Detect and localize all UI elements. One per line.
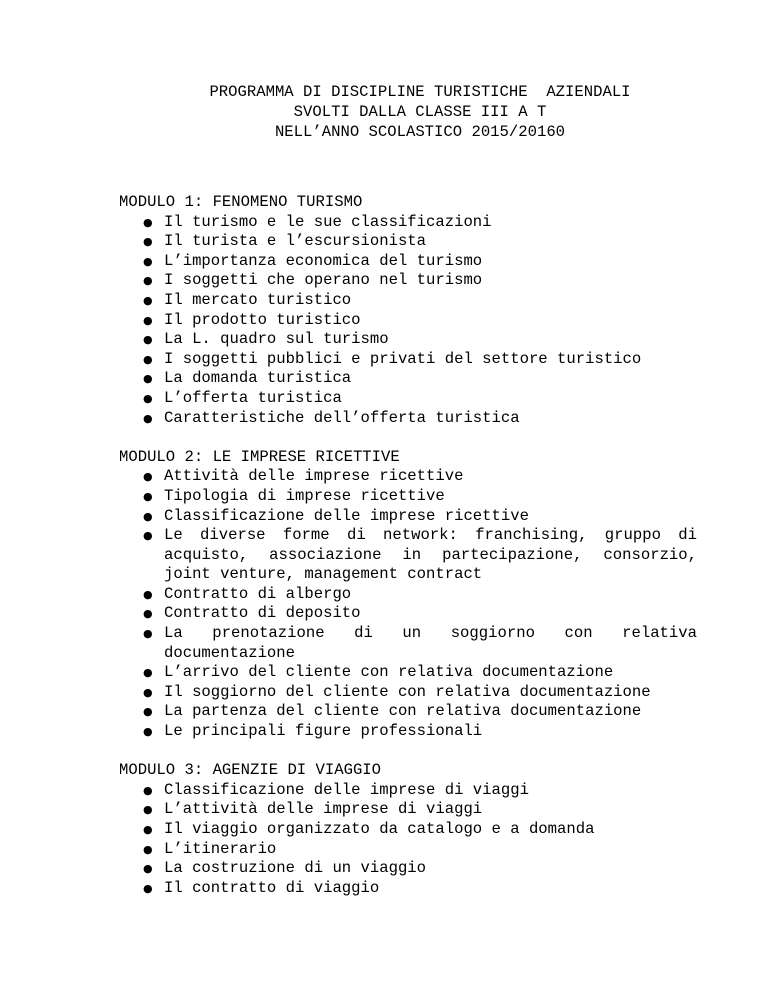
module-item-list [119,781,697,899]
bullet-icon: ● [143,470,153,484]
bullet-icon: ● [143,215,153,229]
list-item: ● Il mercato turistico [143,290,352,309]
module-item-list [119,213,697,429]
bullet-icon: ● [143,411,153,425]
bullet-icon: ● [143,881,153,895]
list-item: ● Il contratto di viaggio [143,878,380,897]
list-item: ● Caratteristiche dell’offerta turistica [143,408,520,427]
bullet-icon: ● [143,627,153,641]
bullet-icon: ● [143,254,153,268]
bullet-icon: ● [143,235,153,249]
bullet-icon: ● [143,803,153,817]
bullet-icon: ● [143,685,153,699]
list-item: ● La partenza del cliente con relativa documentazione [143,702,642,721]
list-item: ● Contratto di albergo [143,584,352,603]
bullet-icon: ● [143,705,153,719]
list-item: ● Contratto di deposito [143,604,361,623]
header-line-3: NELL’ANNO SCOLASTICO 2015/20160 [274,123,566,141]
list-item: ● Il turismo e le sue classificazioni [143,212,492,231]
list-item: ● Attività delle imprese ricettive [143,467,464,486]
list-item: ● Classificazione delle imprese ricettive [143,506,529,525]
module-2 [119,448,697,742]
bullet-icon: ● [143,862,153,876]
bullet-icon: ● [143,372,153,386]
list-item: ● L’attività delle imprese di viaggi [143,800,483,819]
bullet-icon: ● [143,666,153,680]
list-item: ● L’offerta turistica [143,388,342,407]
bullet-icon: ● [143,529,153,543]
document-body [119,193,697,918]
module-title: MODULO 2: LE IMPRESE RICETTIVE [119,447,400,466]
module-1 [119,193,697,428]
header-line-1: PROGRAMMA DI DISCIPLINE TURISTICHE AZIENDALI [209,83,631,101]
list-item: ● La domanda turistica [143,369,352,388]
list-item: ● L’importanza economica del turismo [143,251,483,270]
bullet-icon: ● [143,842,153,856]
list-item: ● Le principali figure professionali [143,722,483,741]
list-item: ● La prenotazione di un soggiorno con relativa documentazione [143,624,697,662]
module-3 [119,761,697,898]
module-title: MODULO 3: AGENZIE DI VIAGGIO [119,761,382,780]
list-item: ● Il turista e l’escursionista [143,232,427,251]
list-item: ● Il viaggio organizzato da catalogo e a domanda [143,820,595,838]
list-item: ● L’arrivo del cliente con relativa documentazione [143,663,614,682]
bullet-icon: ● [143,333,153,347]
list-item: ● Classificazione delle imprese di viaggi [143,780,529,799]
bullet-icon: ● [143,313,153,327]
bullet-icon: ● [143,352,153,366]
bullet-icon: ● [143,607,153,621]
list-item: ● La costruzione di un viaggio [143,859,427,878]
list-item: ● Tipologia di imprese ricettive [143,486,445,505]
list-item: ● I soggetti pubblici e privati del settore turistico [143,349,642,368]
bullet-icon: ● [143,725,153,739]
bullet-icon: ● [143,587,153,601]
list-item: ● Le diverse forme di network: franchising, gruppo di acquisto, associazione in partecipazione, consorzio, joint venture, management contract [143,526,697,584]
bullet-icon: ● [143,489,153,503]
bullet-icon: ● [143,509,153,523]
bullet-icon: ● [143,391,153,405]
document-header [0,82,768,142]
bullet-icon: ● [143,823,153,836]
bullet-icon: ● [143,783,153,797]
list-item: ● I soggetti che operano nel turismo [143,271,483,290]
header-line-2: SVOLTI DALLA CLASSE III A T [293,103,547,121]
module-title: MODULO 1: FENOMENO TURISMO [119,193,363,211]
bullet-icon: ● [143,293,153,307]
list-item: ● Il soggiorno del cliente con relativa documentazione [143,682,651,701]
bullet-icon: ● [143,274,153,288]
list-item: ● L’itinerario [143,839,277,858]
list-item: ● Il prodotto turistico [143,310,361,329]
list-item: ● La L. quadro sul turismo [143,330,389,349]
module-item-list [119,467,697,741]
